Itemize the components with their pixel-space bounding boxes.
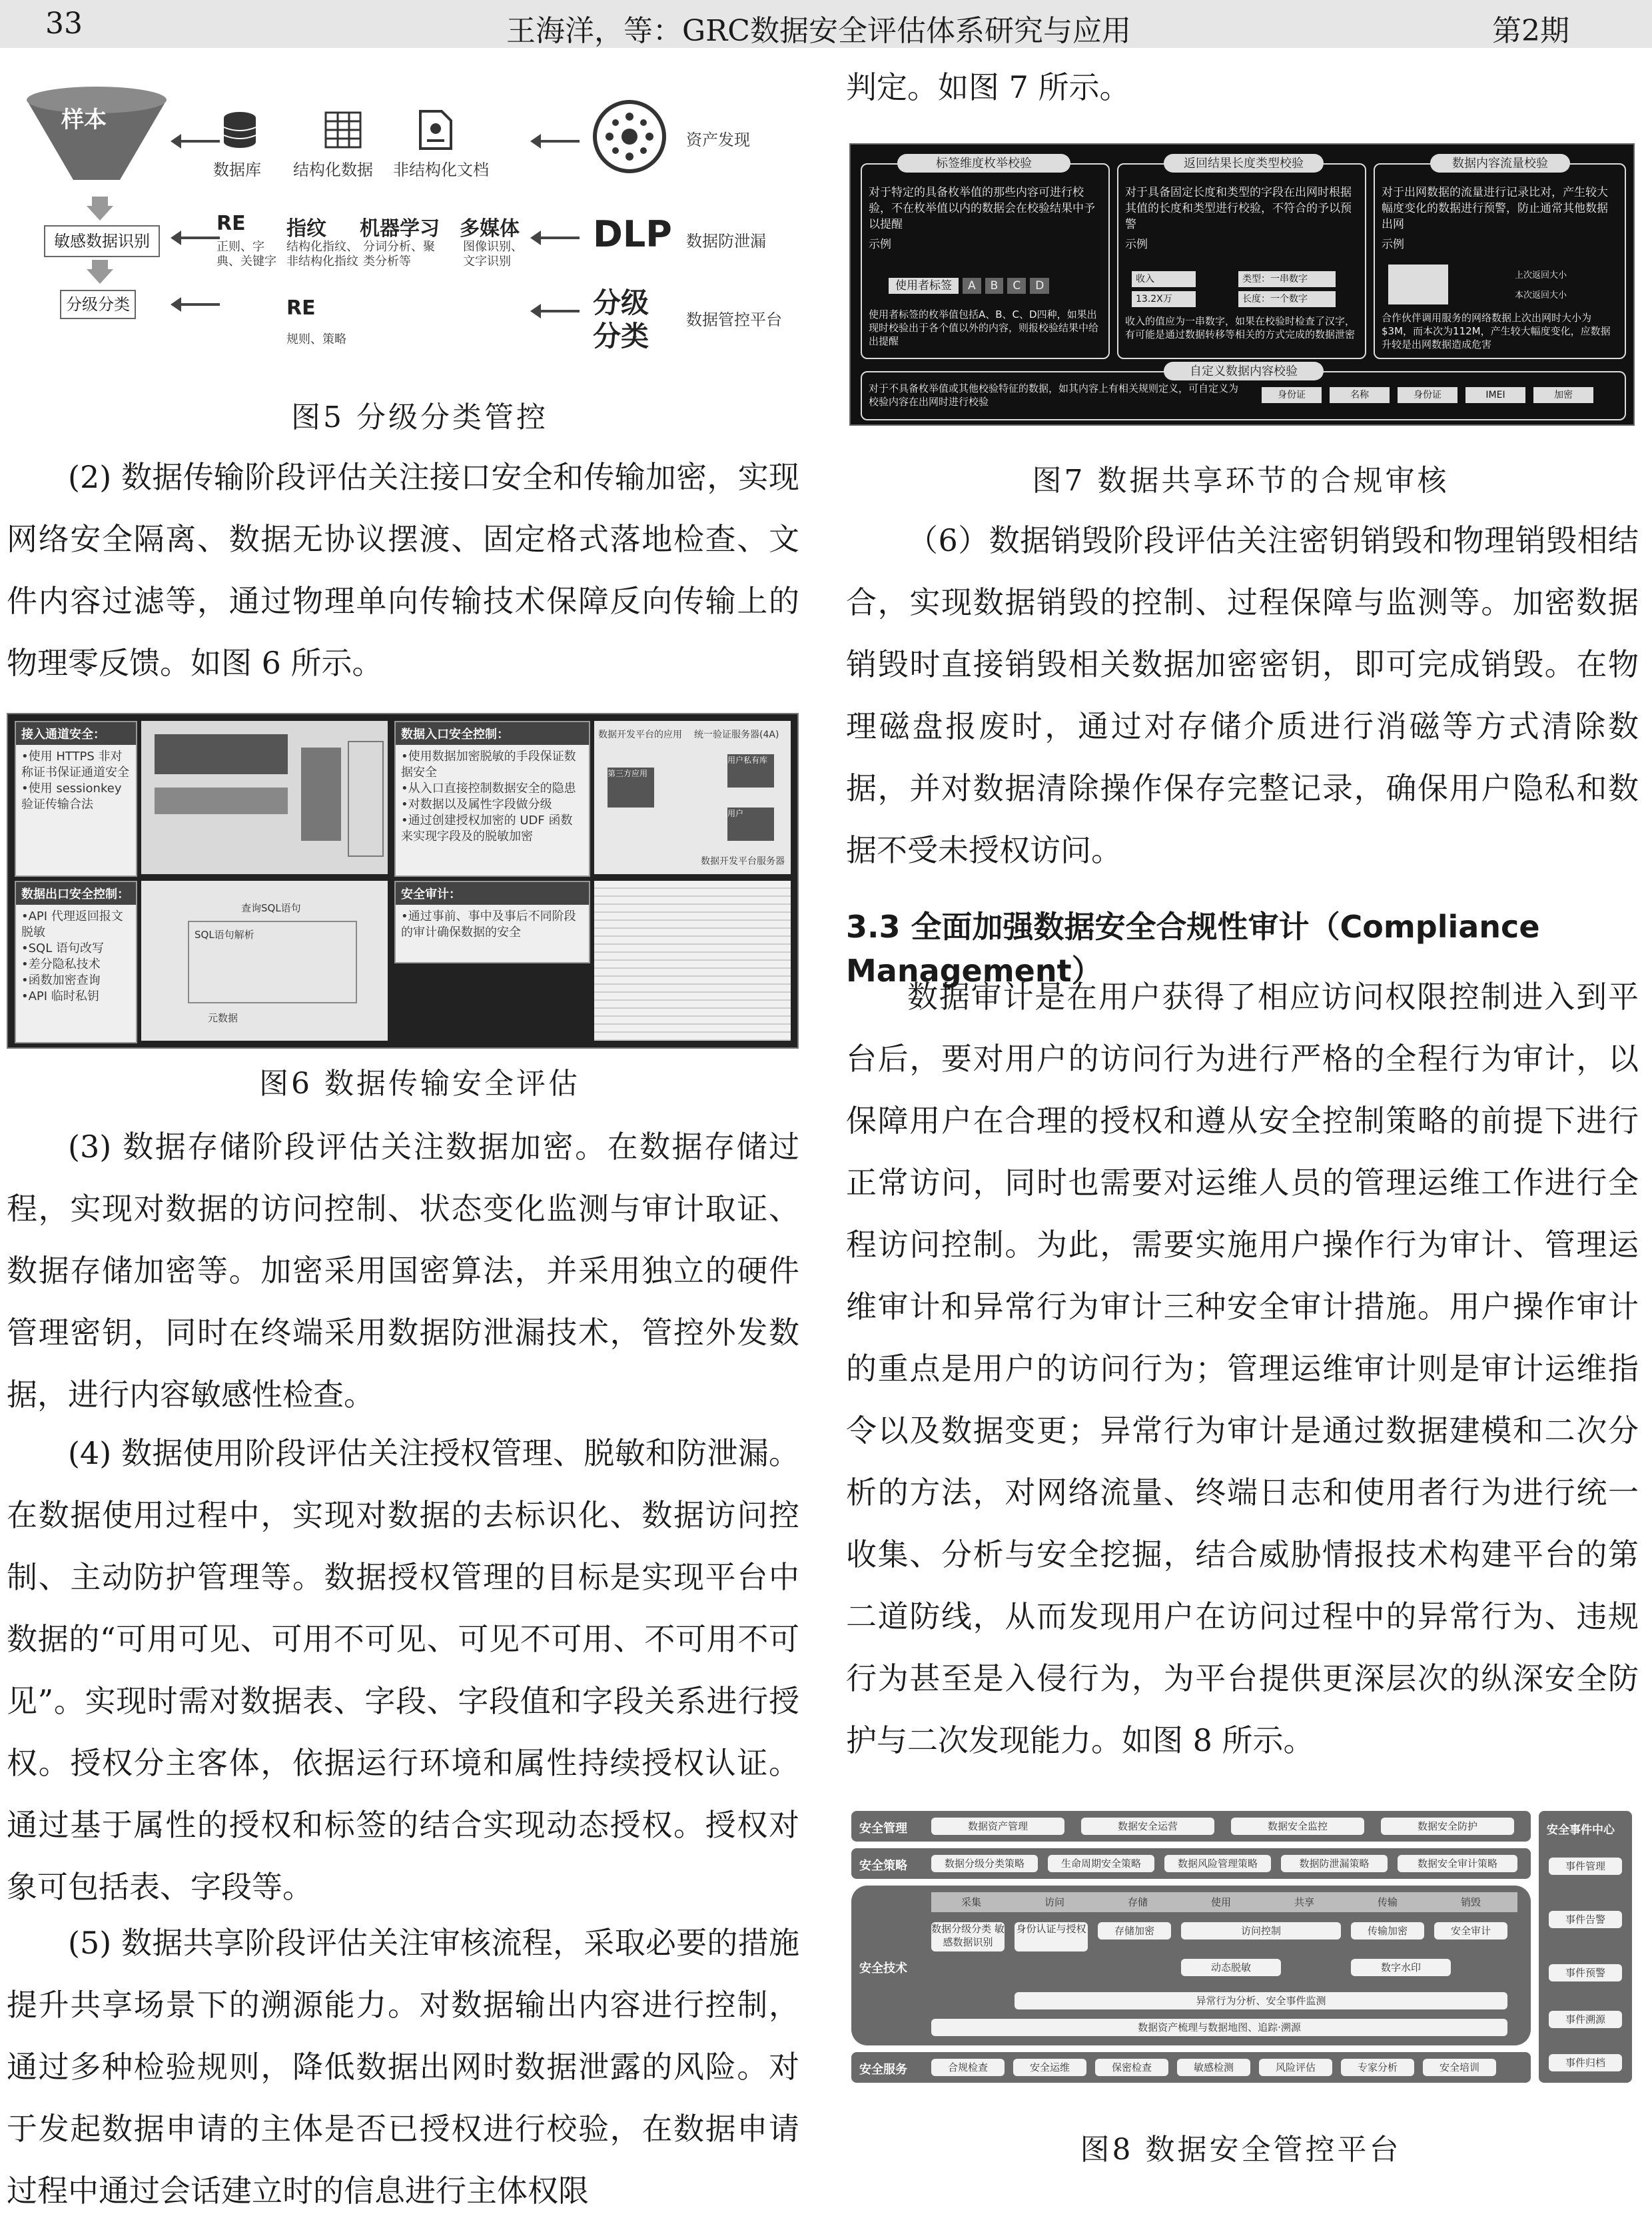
method-rule-desc: 规则、策略 — [286, 332, 346, 346]
chip: 上次返回大小 — [1515, 271, 1567, 280]
step-sensitive-data: 敏感数据识别 — [44, 225, 160, 257]
table-icon — [323, 110, 363, 150]
row-item: 风险评估 — [1259, 2059, 1332, 2076]
left-paragraph-4 — [7, 1912, 799, 2222]
arrow-left — [180, 140, 220, 143]
box-title: 安全审计： — [396, 882, 589, 905]
box-line: •API 临时私钥 — [21, 989, 99, 1003]
row-item: 安全培训 — [1423, 2059, 1496, 2076]
chip: 使用者标签 — [889, 278, 959, 294]
fig7-title-enum: 标签维度枚举校验 — [897, 154, 1070, 173]
stage-label: 销毁 — [1460, 1896, 1481, 1908]
panel-text: 对于不具备枚举值或其他校验特征的数据，如其内容上有相关规则定义，可自定义为校验内容在出网时进行校验 — [869, 382, 1239, 408]
tech-item: 数据分级分类 敏感数据识别 — [931, 1922, 1005, 1951]
panel-example: 示例 — [1125, 238, 1148, 251]
panel-example: 示例 — [1382, 238, 1404, 251]
left-paragraph-2 — [7, 1116, 799, 1426]
left-paragraph-3 — [7, 1422, 799, 1918]
sample-label: 样本 — [61, 107, 107, 133]
panel-text: 对于具备固定长度和类型的字段在出网时根据其值的长度和类型进行校验，不符合的予以预警 — [1125, 186, 1352, 231]
chip: 收入 — [1132, 271, 1196, 287]
document-icon — [416, 110, 454, 150]
fig8-row-service — [851, 2052, 1531, 2083]
down-arrow-icon — [87, 260, 113, 286]
paragraph-text: (5) 数据共享阶段评估关注审核流程，采取必要的措施提升共享场景下的溯源能力。对数据输出内容进行控制，通过多种检验规则，降低数据出网时数据泄露的风险。对于发起数据申请的主体是否已授权进行校验，在数据申请过程中通过会话建立时的信息进行主体权限 — [7, 1925, 799, 2209]
mini-label: 用户 — [727, 808, 774, 841]
fig6-box-entry — [394, 721, 590, 877]
chip: 类型：一串数字 — [1238, 271, 1336, 287]
paragraph-text: (3) 数据存储阶段评估关注数据加密。在数据存储过程，实现对数据的访问控制、状态变化监测与审计取证、数据存储加密等。加密采用国密算法，并采用独立的硬件管理密钥，同时在终端采用数据防泄漏技术，管控外发数据，进行内容敏感性检查。 — [7, 1129, 799, 1412]
box-line: •从入口直接控制数据安全的隐患 — [401, 782, 576, 796]
right-top-line — [846, 57, 1639, 119]
chip: 名称 — [1330, 387, 1390, 403]
dlp-label: DLP — [593, 213, 672, 255]
arrow-left — [540, 140, 580, 143]
stage-label: 访问 — [1044, 1896, 1064, 1908]
mini-label: 第三方应用 — [608, 768, 654, 808]
tech-item: 数字水印 — [1351, 1959, 1451, 1976]
paragraph-text: (4) 数据使用阶段评估关注授权管理、脱敏和防泄漏。在数据使用过程中，实现对数据的去标识化、数据访问控制、主动防护管理等。数据授权管理的目标是实现平台中数据的“可用可见、可用不可见、可见不可用、不可用不可见”。实现时需对数据表、字段、字段值和字段关系进行授权。授权分主客体，依据运行环境和属性持续授权认证。通过基于属性的授权和标签的结合实现动态授权。授权对象可包括表、字段等。 — [7, 1435, 799, 1905]
right-paragraph-1 — [846, 510, 1639, 881]
panel-foot: 收入的值应为一串数字，如果在校验时检查了汉字，有可能是通过数据转移等相关的方式完成的数据泄密 — [1125, 315, 1356, 340]
excel-icon — [1388, 265, 1448, 304]
stage-label: 存储 — [1127, 1896, 1148, 1908]
chip: IMEI — [1465, 387, 1525, 403]
row-label: 安全技术 — [859, 1961, 907, 1975]
row-item: 数据风险管理策略 — [1164, 1855, 1271, 1872]
label-dlp: 数据防泄漏 — [686, 232, 766, 251]
box-title: 接入通道安全： — [16, 722, 136, 745]
tech-item: 动态脱敏 — [1181, 1959, 1281, 1976]
fig7-title-custom: 自定义数据内容校验 — [1164, 362, 1324, 380]
chip: 身份证 — [1262, 387, 1322, 403]
tech-item: 安全审计 — [1434, 1922, 1507, 1940]
fig6-diagram-top-left — [141, 721, 388, 874]
database-icon — [220, 110, 260, 150]
stage-label: 共享 — [1294, 1896, 1314, 1908]
side-item: 事件归档 — [1549, 2054, 1622, 2071]
tech-item: 传输加密 — [1351, 1922, 1424, 1940]
mini-label: 数据开发平台服务器 — [701, 856, 785, 867]
row-label: 安全策略 — [859, 1859, 907, 1873]
label-platform: 数据管控平台 — [686, 310, 782, 329]
row-item: 敏感检测 — [1177, 2059, 1250, 2076]
box-title: 数据入口安全控制： — [396, 722, 589, 745]
box-line: •SQL 语句改写 — [21, 941, 104, 955]
figure-5-caption: 图5 分级分类管控 — [291, 400, 548, 434]
row-item: 安全运维 — [1013, 2059, 1086, 2076]
figure-5 — [20, 73, 799, 380]
fig7-panel-length — [1117, 163, 1366, 359]
fig6-box-channel — [15, 721, 137, 877]
arrow-left — [540, 237, 580, 239]
classification-label: 分级 分类 — [593, 286, 649, 352]
fig8-row-policy — [851, 1848, 1531, 1879]
fig7-panel-traffic — [1374, 163, 1626, 359]
mini-label: 统一验证服务器(4A) — [694, 730, 779, 740]
figure-8 — [846, 1806, 1635, 2092]
row-item: 数据分级分类策略 — [931, 1855, 1038, 1872]
tech-item: 访问控制 — [1181, 1922, 1341, 1940]
right-paragraph-2 — [846, 966, 1639, 1772]
source-structured: 结构化数据 — [293, 161, 373, 179]
panel-text: 对于特定的具备枚举值的那些内容可进行校验，不在枚举值以内的数据会在校验结果中予以提醒 — [869, 186, 1095, 231]
box-line: •使用数据加密脱敏的手段保证数据安全 — [401, 750, 576, 780]
row-item: 生命周期安全策略 — [1048, 1855, 1154, 1872]
paragraph-text: (2) 数据传输阶段评估关注接口安全和传输加密，实现网络安全隔离、数据无协议摆渡、固定格式落地检查、文件内容过滤等，通过物理单向传输技术保障反向传输上的物理零反馈。如图 6 所示。 — [7, 459, 799, 681]
box-line: •通过事前、事中及事后不同阶段的审计确保数据的安全 — [401, 909, 576, 939]
fig8-event-center — [1539, 1811, 1632, 2083]
fig7-panel-enum — [861, 163, 1110, 359]
box-line: •函数加密查询 — [21, 973, 101, 987]
chip: 长度：一个数字 — [1238, 291, 1336, 307]
paragraph-text: 判定。如图 7 所示。 — [846, 69, 1130, 105]
row-item: 数据资产管理 — [931, 1818, 1064, 1835]
fig6-diagram-top-right — [594, 721, 791, 874]
method-re-title: RE — [216, 212, 246, 235]
step-classification: 分级分类 — [60, 290, 136, 319]
figure-8-caption: 图8 数据安全管控平台 — [1080, 2133, 1402, 2167]
chip: 13.2X万 — [1132, 291, 1196, 307]
mini-label: 元数据 — [208, 1012, 238, 1024]
row-item: 保密检查 — [1095, 2059, 1168, 2076]
fig7-title-traffic: 数据内容流量校验 — [1430, 154, 1570, 173]
arrow-left — [180, 237, 220, 239]
down-arrow-icon — [87, 197, 113, 223]
box-line: •通过创建授权加密的 UDF 函数来实现字段及的脱敏加密 — [401, 814, 573, 843]
mini-label: SQL语句解析 — [195, 929, 254, 941]
box-line: •对数据以及属性字段做分级 — [401, 798, 552, 812]
row-item: 数据安全审计策略 — [1398, 1855, 1517, 1872]
method-media-desc: 图像识别、文字识别 — [463, 240, 523, 269]
figure-6-caption: 图6 数据传输安全评估 — [259, 1067, 580, 1101]
row-item: 数据安全防护 — [1381, 1818, 1514, 1835]
running-header — [0, 0, 1652, 48]
method-re-desc: 正则、字典、关键字 — [216, 240, 276, 269]
row-item: 数据防泄漏策略 — [1281, 1855, 1388, 1872]
page-number: 33 — [45, 7, 83, 41]
tech-item: 存储加密 — [1098, 1922, 1171, 1940]
figure-6 — [7, 713, 799, 1049]
mini-label: 用户私有库 — [727, 754, 774, 788]
chip: 加密 — [1533, 387, 1593, 403]
section-heading: 3.3 全面加强数据安全合规性审计（Compliance Management） — [846, 909, 1540, 989]
fig6-diagram-bottom-left — [141, 881, 388, 1041]
label-asset-discovery: 资产发现 — [686, 131, 750, 149]
row-item: 数据安全监控 — [1231, 1818, 1364, 1835]
source-database: 数据库 — [213, 161, 261, 179]
figure-7 — [849, 143, 1635, 426]
panel-foot: 使用者标签的枚举值包括A、B、C、D四种，如果出现时校验出于各个值以外的内容，则报校验结果中给出提醒 — [869, 308, 1099, 347]
box-title: 数据出口安全控制： — [16, 882, 136, 905]
method-fingerprint-desc: 结构化指纹、非结构化指纹 — [286, 240, 358, 269]
method-ml-desc: 分词分析、聚类分析等 — [363, 240, 435, 269]
fig6-box-exit — [15, 881, 137, 1043]
chip: A — [963, 278, 981, 294]
fig6-log-table — [594, 881, 791, 1041]
chip: B — [985, 278, 1004, 294]
arrow-left — [180, 303, 220, 306]
left-paragraph-1 — [7, 446, 799, 694]
fig6-box-audit — [394, 881, 590, 963]
chip: 本次返回大小 — [1515, 290, 1567, 300]
box-line: •差分隐私技术 — [21, 957, 101, 971]
chip: C — [1007, 278, 1026, 294]
side-item: 事件溯源 — [1549, 2011, 1622, 2028]
figure-7-caption: 图7 数据共享环节的合规审核 — [1032, 464, 1449, 498]
chip: D — [1030, 278, 1049, 294]
row-item: 合规检查 — [931, 2059, 1005, 2076]
paragraph-text: （6）数据销毁阶段评估关注密钥销毁和物理销毁相结合，实现数据销毁的控制、过程保障与监测等。加密数据销毁时直接销毁相关数据加密密钥，即可完成销毁。在物理磁盘报废时，通过对存储介质进行消磁等方式清除数据，并对数据清除操作保存完整记录，确保用户隐私和数据不受未授权访问。 — [846, 522, 1639, 868]
tech-item: 异常行为分析、安全事件监测 — [1015, 1992, 1507, 2009]
fig8-row-technology — [851, 1886, 1531, 2045]
stage-label: 传输 — [1377, 1896, 1398, 1908]
panel-example: 示例 — [869, 238, 891, 251]
panel-foot: 合作伙伴调用服务的网络数据上次出网时大小为$3M，而本次为112M，产生较大幅度变化，应数据升较是出网数据造成危害 — [1382, 312, 1611, 350]
side-item: 事件管理 — [1549, 1858, 1622, 1875]
row-item: 专家分析 — [1341, 2059, 1414, 2076]
tech-item: 数据资产梳理与数据地图、追踪·溯源 — [931, 2019, 1507, 2036]
row-item: 数据安全运营 — [1081, 1818, 1214, 1835]
box-line: •使用 HTTPS 非对称证书保证通道安全 — [21, 750, 129, 780]
side-item: 事件预警 — [1549, 1964, 1622, 1981]
method-media-title: 多媒体 — [460, 217, 520, 241]
method-fingerprint-title: 指纹 — [286, 217, 326, 241]
stage-label: 使用 — [1210, 1896, 1231, 1908]
arrow-left — [540, 310, 580, 312]
mini-label: 数据开发平台的应用 — [598, 730, 682, 740]
row-label: 安全管理 — [859, 1822, 907, 1836]
fig8-row-management — [851, 1811, 1531, 1842]
tech-item: 身份认证与授权 — [1015, 1922, 1088, 1951]
row-label: 安全服务 — [859, 2063, 907, 2077]
method-rule-title: RE — [286, 296, 316, 320]
side-title: 安全事件中心 — [1547, 1824, 1615, 1837]
fig7-title-length: 返回结果长度类型校验 — [1164, 154, 1324, 173]
paragraph-text: 数据审计是在用户获得了相应访问权限控制进入到平台后，要对用户的访问行为进行严格的全程行为审计，以保障用户在合理的授权和遵从安全控制策略的前提下进行正常访问，同时也需要对运维人员的管理运维工作进行全程访问控制。为此，需要实施用户操作行为审计、管理运维审计和异常行为审计三种安全审计措施。用户操作审计的重点是用户的访问行为；管理运维审计则是审计运维指令以及数据变更；异常行为审计是通过数据建模和二次分析的方法，对网络流量、终端日志和使用者行为进行统一收集、分析与安全挖掘，结合威胁情报技术构建平台的第二道防线，从而发现用户在访问过程中的异常行为、违规行为甚至是入侵行为，为平台提供更深层次的纵深安全防护与二次发现能力。如图 8 所示。 — [846, 979, 1639, 1758]
panel-text: 对于出网数据的流量进行记录比对，产生较大幅度变化的数据进行预警，防止通常其他数据出网 — [1382, 186, 1608, 231]
mini-label: 查询SQL语句 — [241, 902, 301, 914]
chip: 身份证 — [1398, 387, 1457, 403]
side-item: 事件告警 — [1549, 1911, 1622, 1928]
source-unstructured: 非结构化文档 — [393, 161, 489, 179]
box-line: •API 代理返回报文脱敏 — [21, 909, 123, 939]
asset-discovery-icon — [590, 97, 669, 177]
method-ml-title: 机器学习 — [360, 217, 440, 241]
stage-label: 采集 — [961, 1896, 981, 1908]
running-title: 王海洋，等：GRC数据安全评估体系研究与应用 — [506, 14, 1131, 48]
issue-number: 第2期 — [1492, 14, 1569, 48]
box-line: •使用 sessionkey 验证传输合法 — [21, 782, 122, 812]
